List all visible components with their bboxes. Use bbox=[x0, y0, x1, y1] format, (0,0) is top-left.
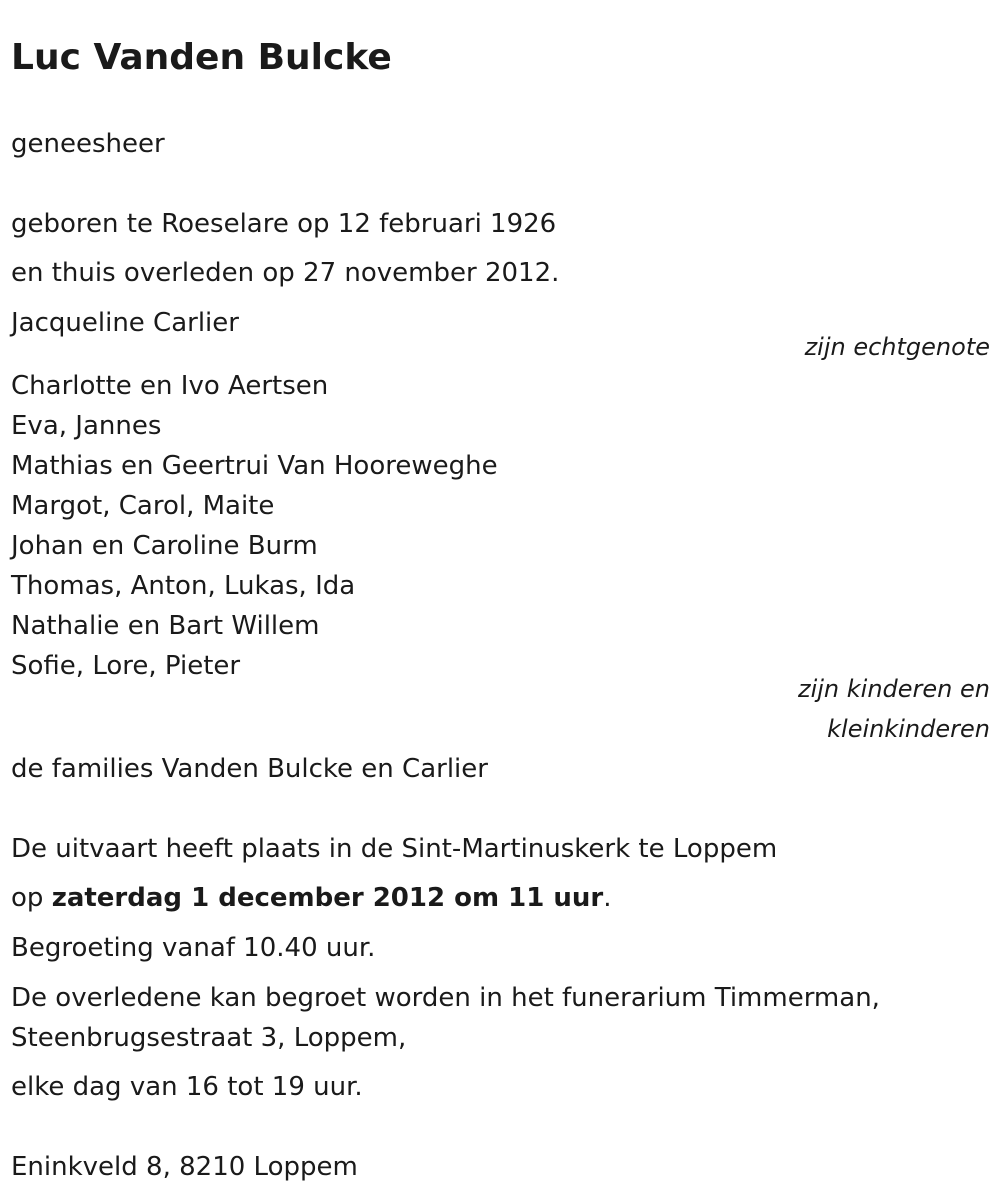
children-relation-line1: zijn kinderen en bbox=[798, 675, 990, 703]
birth-info: geboren te Roeselare op 12 februari 1926 bbox=[11, 209, 557, 239]
list-item: Nathalie en Bart Willem bbox=[11, 611, 320, 641]
list-item: Thomas, Anton, Lukas, Ida bbox=[11, 571, 356, 601]
viewing-line-2: Steenbrugsestraat 3, Loppem, bbox=[11, 1023, 407, 1053]
funeral-place: De uitvaart heeft plaats in de Sint-Martinuskerk te Loppem bbox=[11, 834, 778, 864]
death-info: en thuis overleden op 27 november 2012. bbox=[11, 258, 560, 288]
list-item: Sofie, Lore, Pieter bbox=[11, 651, 241, 681]
funeral-date-suffix: . bbox=[603, 883, 612, 913]
list-item: Margot, Carol, Maite bbox=[11, 491, 275, 521]
funeral-date bbox=[11, 883, 611, 913]
greeting-time: Begroeting vanaf 10.40 uur. bbox=[11, 933, 376, 963]
viewing-line-1: De overledene kan begroet worden in het funerarium Timmerman, bbox=[11, 983, 880, 1013]
children-relation-line2: kleinkinderen bbox=[827, 715, 990, 743]
list-item: Eva, Jannes bbox=[11, 411, 162, 441]
list-item: Charlotte en Ivo Aertsen bbox=[11, 371, 329, 401]
viewing-line-3: elke dag van 16 tot 19 uur. bbox=[11, 1072, 363, 1102]
profession: geneesheer bbox=[11, 129, 165, 159]
list-item: Johan en Caroline Burm bbox=[11, 531, 318, 561]
deceased-name: Luc Vanden Bulcke bbox=[11, 37, 392, 78]
families: de families Vanden Bulcke en Carlier bbox=[11, 754, 488, 784]
spouse-relation: zijn echtgenote bbox=[804, 333, 990, 361]
list-item: Mathias en Geertrui Van Hooreweghe bbox=[11, 451, 498, 481]
funeral-date-prefix: op bbox=[11, 883, 52, 913]
funeral-date-bold: zaterdag 1 december 2012 om 11 uur bbox=[51, 883, 604, 913]
spouse-name: Jacqueline Carlier bbox=[11, 308, 239, 338]
home-address: Eninkveld 8, 8210 Loppem bbox=[11, 1152, 358, 1182]
